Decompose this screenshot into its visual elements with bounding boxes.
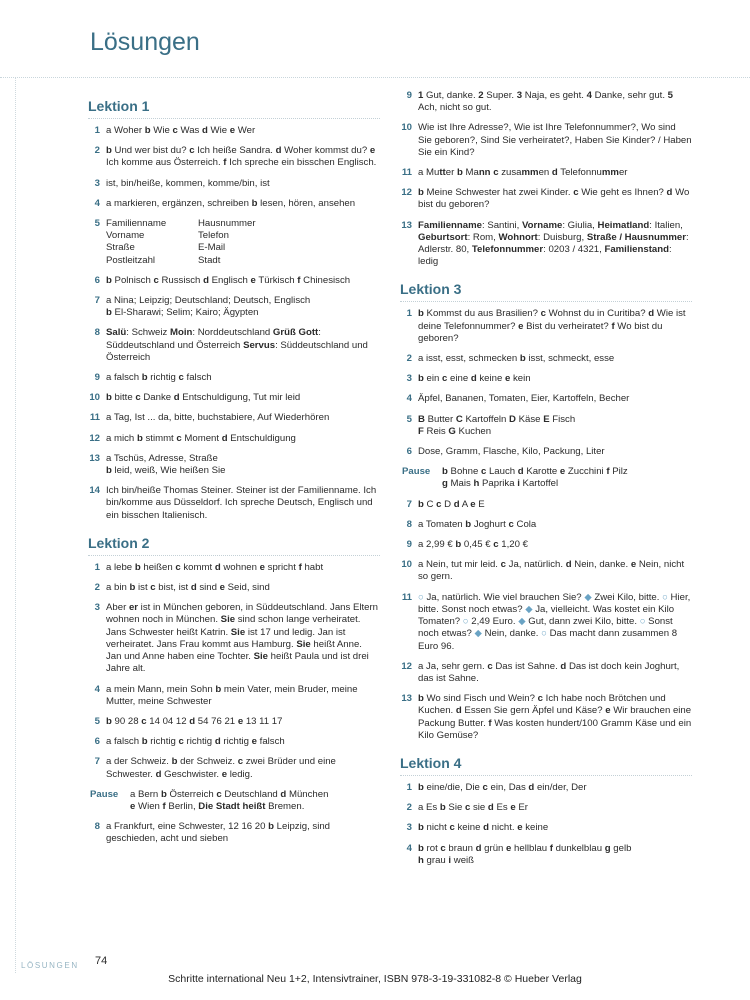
item-text: a Tag, Ist ... da, bitte, buchstabiere, Auf Wiederhören	[106, 412, 330, 424]
item-text: a bin b ist c bist, ist d sind e Seid, sind	[106, 582, 270, 594]
item-text: 1 Gut, danke. 2 Super. 3 Naja, es geht. 4 Danke, sehr gut. 5 Ach, nicht so gut.	[418, 90, 673, 114]
list-item	[400, 220, 692, 269]
list-item	[88, 145, 380, 169]
grid-cell: Hausnummer	[198, 218, 256, 230]
item-text: Salü: Schweiz Moin: Norddeutschland Grüß Gott: Süddeutschland und Österreich Servus: Süddeutschland und Österreich	[106, 327, 368, 363]
item-number: 13	[89, 452, 100, 464]
pause-text: a Bern b Österreich c Deutschland d München e Wien f Berlin, Die Stadt heißt Bremen.	[130, 788, 329, 812]
item-number: 9	[406, 90, 412, 101]
lektion-3-heading: Lektion 3	[400, 280, 692, 302]
list-item	[88, 562, 380, 574]
list-item	[88, 275, 380, 287]
item-number: 2	[94, 145, 100, 157]
lektion-4-heading: Lektion 4	[400, 754, 692, 776]
list-item	[400, 519, 692, 531]
item-number: 12	[401, 187, 412, 199]
grid-cell: Stadt	[198, 254, 221, 266]
item-text: Äpfel, Bananen, Tomaten, Eier, Kartoffeln, Becher	[418, 393, 630, 405]
list-item	[88, 198, 380, 210]
list-item	[400, 843, 692, 867]
item-number: 12	[401, 660, 412, 672]
item-text: a Woher b Wie c Was d Wie e Wer	[106, 125, 256, 136]
item-text: a markieren, ergänzen, schreiben b lesen, hören, ansehen	[106, 197, 356, 209]
pause-label: Pause	[402, 466, 431, 478]
lektion-1-list	[88, 125, 380, 210]
lektion-1-list-cont	[88, 275, 380, 522]
item-text: a der Schweiz. b der Schweiz. c zwei Brüder und eine Schwester. d Geschwister. e ledig.	[106, 756, 336, 780]
item-number: 3	[94, 602, 100, 614]
list-item	[88, 372, 380, 384]
item-number: 1	[94, 561, 100, 573]
list-item	[400, 559, 692, 583]
item-number: 3	[406, 373, 412, 385]
item-number: 11	[401, 167, 412, 179]
item-number: 12	[89, 432, 100, 444]
item-text: a mein Mann, mein Sohn b mein Vater, mein Bruder, meine Mutter, meine Schwester	[106, 683, 358, 707]
list-item	[400, 499, 692, 511]
list-item	[400, 167, 692, 179]
item-text: b Wo sind Fisch und Wein? c Ich habe noch Brötchen und Kuchen. d Essen Sie gern Äpfel und Käse? e Wir brauchen eine Packung Butter. f Was kosten hundert/100 Gramm Käse und ein Kilo Gemüse?	[418, 693, 692, 741]
list-item	[88, 453, 380, 477]
item-text: b Meine Schwester hat zwei Kinder. c Wie geht es Ihnen? d Wo bist du geboren?	[418, 187, 690, 211]
item-text: a falsch b richtig c richtig d richtig e falsch	[106, 736, 285, 748]
list-item	[88, 327, 380, 364]
item-number: 13	[401, 693, 412, 705]
item-text: a Nein, tut mir leid. c Ja, natürlich. d Nein, danke. e Nein, nicht so gern.	[418, 559, 685, 583]
list-item	[88, 392, 380, 404]
lektion-2-heading: Lektion 2	[88, 534, 380, 556]
item-number: 1	[406, 308, 412, 320]
list-item	[400, 414, 692, 438]
item-number: 8	[406, 518, 412, 530]
margin-divider	[15, 78, 16, 973]
lektion-2-list-cont	[88, 821, 380, 845]
list-item	[400, 661, 692, 685]
item-text: b Kommst du aus Brasilien? c Wohnst du in Curitiba? d Wie ist deine Telefonnummer? e Bist du verheiratet? f Wo bist du geboren?	[418, 308, 686, 344]
grid-cell: Vorname	[106, 230, 145, 242]
right-column	[400, 90, 692, 875]
pause-item	[400, 466, 692, 490]
item-number: 2	[406, 353, 412, 365]
item-text: Wie ist Ihre Adresse?, Wie ist Ihre Telefonnummer?, Wo sind Sie geboren?, Sind Sie verheiratet?, Haben Sie Kinder? / Haben Sie ein Kind?	[418, 122, 692, 158]
list-item	[400, 353, 692, 365]
item-text: b rot c braun d grün e hellblau f dunkelblau g gelb h grau i weiß	[418, 842, 632, 866]
lektion-2-list-end	[400, 90, 692, 268]
item-text: b C c D d A e E	[418, 498, 485, 510]
item-number: 9	[406, 539, 412, 551]
item-text: a Frankfurt, eine Schwester, 12 16 20 b Leipzig, sind geschieden, acht und sieben	[106, 821, 330, 845]
item-text: b Polnisch c Russisch d Englisch e Türkisch f Chinesisch	[106, 274, 351, 286]
item-text: a 2,99 € b 0,45 € c 1,20 €	[418, 539, 528, 551]
list-item	[400, 373, 692, 385]
item-text: a Tomaten b Joghurt c Cola	[418, 518, 537, 530]
list-item	[400, 822, 692, 834]
item-number: 7	[406, 498, 412, 510]
item-number: 14	[89, 485, 100, 497]
lektion-1-heading: Lektion 1	[88, 97, 380, 119]
item-number: 11	[89, 412, 100, 424]
item-number: 2	[94, 582, 100, 594]
list-item	[88, 736, 380, 748]
item-number: 3	[406, 822, 412, 834]
lektion-3-list-cont	[400, 499, 692, 742]
item-text: a Tschüs, Adresse, Straße b leid, weiß, Wie heißen Sie	[106, 452, 226, 477]
list-item	[88, 602, 380, 675]
list-item	[400, 446, 692, 458]
list-item	[400, 187, 692, 211]
item-number: 8	[94, 327, 100, 339]
item-number: 5	[94, 715, 100, 727]
item-text: a lebe b heißen c kommt d wohnen e spricht f habt	[106, 561, 324, 573]
grid-cell: E-Mail	[198, 242, 226, 254]
item-number: 5	[406, 413, 412, 425]
grid-cell: Postleitzahl	[106, 254, 156, 266]
list-item	[88, 582, 380, 594]
list-item	[88, 125, 380, 137]
left-column	[88, 90, 380, 854]
item-text: a Ja, sehr gern. c Das ist Sahne. d Das ist doch kein Joghurt, das ist Sahne.	[418, 660, 680, 684]
page-title: Lösungen	[90, 28, 200, 56]
item-number: 4	[406, 393, 412, 405]
item-text: B Butter C Kartoffeln D Käse E Fisch F Reis G Kuchen	[418, 413, 576, 437]
item-text: b eine/die, Die c ein, Das d ein/der, Der	[418, 781, 587, 793]
list-item	[400, 782, 692, 794]
list-item	[88, 485, 380, 522]
item-number: 10	[89, 392, 100, 404]
item-number: 6	[94, 736, 100, 748]
item-number: 3	[94, 177, 100, 189]
item-text: ○ Ja, natürlich. Wie viel brauchen Sie? ◆ Zwei Kilo, bitte. ○ Hier, bitte. Sonst noch etwas? ◆ Ja, vielleicht. Was kostet ein Kilo Tomaten? ○ 2,49 Euro. ◆ Gut, dann zwei Kilo, bitte. ○ Sonst noch etwas? ◆ Nein, danke. ○ Das macht dann zusammen 8 Euro 96.	[418, 591, 691, 652]
list-item	[88, 433, 380, 445]
grid-cell: Telefon	[198, 230, 229, 242]
page-number: 74	[95, 955, 108, 967]
item-number: 4	[94, 197, 100, 209]
list-item	[88, 821, 380, 845]
item-number: 1	[94, 125, 100, 136]
list-item	[88, 716, 380, 728]
list-item	[88, 684, 380, 708]
item-number: 10	[401, 122, 412, 134]
item-text: a mich b stimmt c Moment d Entschuldigung	[106, 432, 296, 444]
list-item	[400, 693, 692, 742]
item-number: 2	[406, 802, 412, 814]
list-item	[88, 756, 380, 780]
footer-section-label: LÖSUNGEN	[21, 961, 79, 970]
item-text: a Nina; Leipzig; Deutschland; Deutsch, Englisch b El-Sharawi; Selim; Kairo; Ägypten	[106, 295, 311, 319]
item-number: 8	[94, 821, 100, 833]
list-item	[400, 592, 692, 653]
item-text: Aber er ist in München geboren, in Süddeutschland. Jans Eltern wohnen noch in München. Sie sind schon lange verheiratet. Jans Schwester heißt Katrin. Sie ist 17 und ledig. Jan ist verheiratet. Jans Frau kommt aus Hamburg. Sie heißt Anne. Jan und Anne haben eine Tochter. Sie heißt Paula und ist drei Jahre alt.	[106, 602, 379, 675]
item-number: 13	[401, 219, 412, 231]
list-item	[400, 802, 692, 814]
item-number: 4	[94, 683, 100, 695]
copyright-line: Schritte international Neu 1+2, Intensivtrainer, ISBN 978-3-19-331082-8 © Hueber Verlag	[168, 973, 582, 985]
list-item	[88, 218, 380, 267]
list-item	[400, 308, 692, 345]
item-text: b Und wer bist du? c Ich heiße Sandra. d Woher kommst du? e Ich komme aus Österreich. f Ich spreche ein bisschen Englisch.	[106, 145, 377, 169]
list-item	[400, 90, 692, 114]
item-number: 1	[406, 781, 412, 793]
form-fields-grid	[106, 218, 380, 267]
lektion-4-list	[400, 782, 692, 867]
item-number: 9	[94, 372, 100, 384]
item-number: 6	[94, 274, 100, 286]
list-item	[400, 539, 692, 551]
item-number: 5	[94, 218, 100, 230]
item-text: a Es b Sie c sie d Es e Er	[418, 802, 528, 814]
item-number: 7	[94, 756, 100, 768]
item-text: a isst, esst, schmecken b isst, schmeckt, esse	[418, 353, 615, 365]
item-text: ist, bin/heiße, kommen, komme/bin, ist	[106, 177, 270, 189]
item-number: 11	[401, 591, 412, 603]
item-number: 4	[406, 842, 412, 854]
pause-item	[88, 789, 380, 813]
grid-cell: Familienname	[106, 218, 167, 230]
list-item	[400, 393, 692, 405]
item-text: Familienname: Santini, Vorname: Giulia, Heimatland: Italien, Geburtsort: Rom, Wohnort: Duisburg, Straße / Hausnummer: Adlerstr. 80, Telefonnummer: 0203 / 4321, Familienstand: ledig	[418, 219, 689, 268]
title-divider	[0, 77, 750, 78]
grid-cell: Straße	[106, 242, 135, 254]
pause-label: Pause	[90, 788, 119, 800]
pause-text: b Bohne c Lauch d Karotte e Zucchini f Pilz g Mais h Paprika i Kartoffel	[442, 466, 628, 490]
item-number: 10	[401, 559, 412, 571]
lektion-3-list	[400, 308, 692, 458]
item-text: b ein c eine d keine e kein	[418, 373, 531, 385]
item-text: a Mutter b Mann c zusammen d Telefonnummer	[418, 167, 628, 179]
list-item	[400, 122, 692, 159]
list-item	[88, 178, 380, 190]
item-text: b 90 28 c 14 04 12 d 54 76 21 e 13 11 17	[106, 715, 283, 727]
item-text: b bitte c Danke d Entschuldigung, Tut mir leid	[106, 392, 301, 404]
item-text: a falsch b richtig c falsch	[106, 372, 212, 384]
item-text: b nicht c keine d nicht. e keine	[418, 822, 549, 834]
item-number: 7	[94, 295, 100, 307]
item-text: Ich bin/heiße Thomas Steiner. Steiner ist der Familienname. Ich bin/komme aus Düsseldorf. Ich spreche Deutsch, Englisch und ein bisschen Italienisch.	[106, 485, 377, 521]
lektion-2-list	[88, 562, 380, 781]
list-item	[88, 295, 380, 319]
item-text: Dose, Gramm, Flasche, Kilo, Packung, Liter	[418, 446, 605, 458]
list-item	[88, 412, 380, 424]
item-number: 6	[406, 446, 412, 458]
